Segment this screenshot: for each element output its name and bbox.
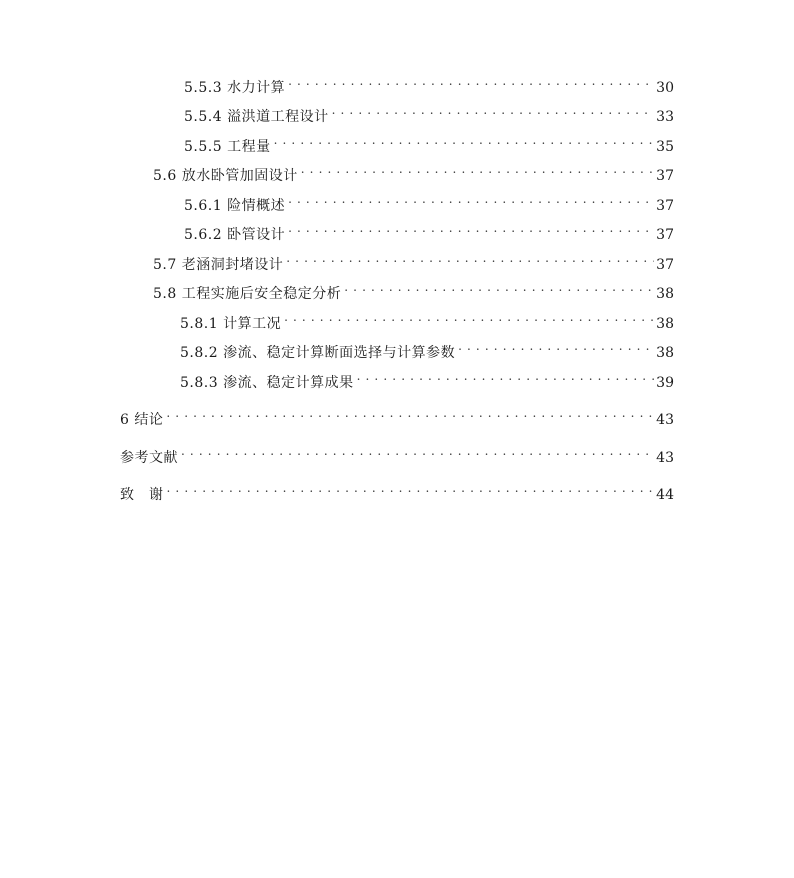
- dot-leader: [286, 247, 654, 269]
- toc-entry-acknowledgements[interactable]: [120, 477, 674, 503]
- dot-leader: [357, 365, 654, 387]
- toc-entry-label: 5.8.1 计算工况: [180, 316, 282, 332]
- toc-entry-page-number: 38: [656, 286, 674, 302]
- toc-entry-label: 致 谢: [120, 487, 164, 503]
- toc-entry-page-number: 38: [656, 316, 674, 332]
- toc-entry-label: 5.8.3 渗流、稳定计算成果: [180, 375, 354, 391]
- dot-leader: [288, 70, 654, 92]
- toc-entry-page-number: 44: [656, 487, 674, 503]
- dot-leader: [288, 217, 654, 239]
- dot-leader: [167, 477, 655, 499]
- toc-entry-page-number: 30: [656, 80, 674, 96]
- toc-entry-label: 6 结论: [120, 412, 164, 428]
- toc-entry-5-5-5[interactable]: [184, 129, 674, 155]
- dot-leader: [284, 306, 654, 328]
- toc-entry-5-8-2[interactable]: [180, 335, 674, 361]
- toc-entry-page-number: 39: [656, 375, 674, 391]
- toc-entry-5-6-1[interactable]: [184, 188, 674, 214]
- toc-entry-label: 5.8.2 渗流、稳定计算断面选择与计算参数: [180, 345, 456, 361]
- toc-entry-label: 5.6 放水卧管加固设计: [153, 168, 298, 184]
- toc-entry-5-8[interactable]: [153, 276, 674, 302]
- dot-leader: [458, 335, 654, 357]
- toc-entry-label: 5.7 老涵洞封堵设计: [153, 257, 284, 273]
- toc-entry-5-5-4[interactable]: [184, 99, 674, 125]
- toc-entry-references[interactable]: [120, 440, 674, 466]
- toc-entry-5-7[interactable]: [153, 247, 674, 273]
- toc-entry-label: 5.5.3 水力计算: [184, 80, 286, 96]
- dot-leader: [332, 99, 654, 121]
- dot-leader: [344, 276, 654, 298]
- toc-entry-page-number: 37: [656, 168, 674, 184]
- toc-entry-5-6-2[interactable]: [184, 217, 674, 243]
- toc-entry-5-8-3[interactable]: [180, 365, 674, 391]
- dot-leader: [301, 158, 654, 180]
- toc-entry-page-number: 37: [656, 198, 674, 214]
- toc-entry-page-number: 37: [656, 227, 674, 243]
- toc-entry-label: 5.5.5 工程量: [184, 139, 271, 155]
- toc-entry-label: 参考文献: [120, 450, 178, 466]
- toc-entry-page-number: 37: [656, 257, 674, 273]
- toc-entry-page-number: 43: [656, 412, 674, 428]
- toc-entry-5-5-3[interactable]: [184, 70, 674, 96]
- toc-entry-label: 5.6.1 险情概述: [184, 198, 286, 214]
- toc-entry-page-number: 38: [656, 345, 674, 361]
- toc-entry-label: 5.8 工程实施后安全稳定分析: [153, 286, 342, 302]
- dot-leader: [274, 129, 654, 151]
- dot-leader: [166, 402, 654, 424]
- toc-entry-5-8-1[interactable]: [180, 306, 674, 332]
- toc-entry-label: 5.6.2 卧管设计: [184, 227, 286, 243]
- toc-entry-5-6[interactable]: [153, 158, 674, 184]
- toc-entry-page-number: 35: [656, 139, 674, 155]
- toc-entry-page-number: 43: [656, 450, 674, 466]
- dot-leader: [181, 440, 654, 462]
- toc-entry-page-number: 33: [656, 109, 674, 125]
- toc-entry-6[interactable]: [120, 402, 674, 428]
- toc-entry-label: 5.5.4 溢洪道工程设计: [184, 109, 329, 125]
- dot-leader: [288, 188, 654, 210]
